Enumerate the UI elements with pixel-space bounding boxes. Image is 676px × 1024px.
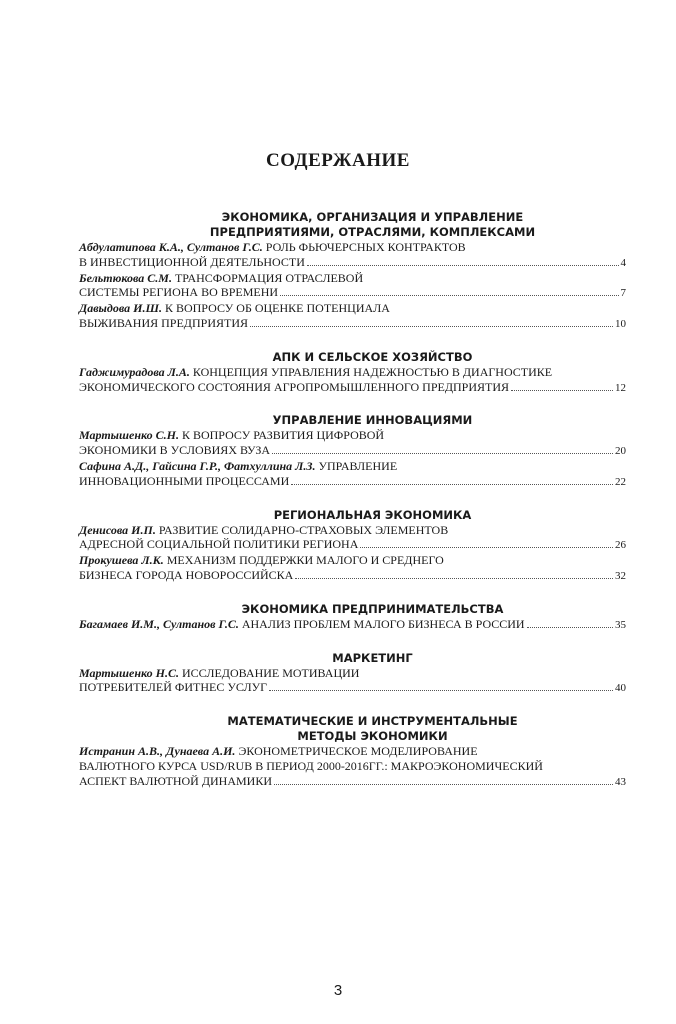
entry-title-text: ЭКОНОМИКИ В УСЛОВИЯХ ВУЗА — [79, 443, 271, 458]
entry-title-text: ИННОВАЦИОННЫМИ ПРОЦЕССАМИ — [79, 473, 290, 488]
entry-title-text: К ВОПРОСУ ОБ ОЦЕНКЕ ПОТЕНЦИАЛА — [164, 301, 390, 316]
entry-page-number: 7 — [620, 287, 626, 300]
toc-entry — [79, 271, 626, 302]
entry-title-text: ИССЛЕДОВАНИЕ МОТИВАЦИИ — [181, 665, 360, 680]
entry-last-line — [79, 680, 626, 696]
entry-title-text: АНАЛИЗ ПРОБЛЕМ МАЛОГО БИЗНЕСА В РОССИИ — [241, 616, 525, 631]
entry-authors: Истранин А.В., Дунаева А.И. — [79, 744, 236, 759]
toc-entry — [79, 744, 626, 789]
entry-title-text: КОНЦЕПЦИЯ УПРАВЛЕНИЯ НАДЕЖНОСТЬЮ В ДИАГНОСТИКЕ — [192, 364, 553, 379]
entry-last-line — [79, 255, 626, 271]
entry-title-text: АСПЕКТ ВАЛЮТНОЙ ДИНАМИКИ — [79, 773, 273, 788]
section-heading-line: МАРКЕТИНГ — [332, 650, 413, 665]
entry-page-number: 4 — [620, 256, 626, 269]
entry-title-text: БИЗНЕСА ГОРОДА НОВОРОССИЙСКА — [79, 567, 294, 582]
section-heading-line: МАТЕМАТИЧЕСКИЕ И ИНСТРУМЕНТАЛЬНЫЕ — [227, 714, 518, 729]
section-heading-line: УПРАВЛЕНИЕ ИННОВАЦИЯМИ — [272, 413, 473, 428]
section-heading — [79, 651, 626, 666]
entry-page-number: 35 — [615, 618, 626, 631]
entry-title-line — [79, 523, 626, 538]
dot-leader — [280, 295, 618, 296]
entry-title-text: К ВОПРОСУ РАЗВИТИЯ ЦИФРОВОЙ — [181, 428, 385, 443]
dot-leader — [527, 627, 613, 628]
entry-last-line — [79, 474, 626, 490]
section-heading — [79, 508, 626, 523]
entry-title-line — [79, 666, 626, 681]
dot-leader — [307, 265, 619, 266]
entry-last-line — [79, 285, 626, 301]
toc-entry — [79, 666, 626, 697]
entry-last-line — [79, 774, 626, 790]
dot-leader — [250, 326, 613, 327]
section-heading — [79, 714, 626, 744]
page-title: СОДЕРЖАНИЕ — [266, 150, 410, 171]
dot-leader — [511, 390, 613, 391]
entry-title-line — [79, 240, 626, 255]
section-heading-line: ПРЕДПРИЯТИЯМИ, ОТРАСЛЯМИ, КОМПЛЕКСАМИ — [209, 225, 536, 239]
entry-title-text: ВЫЖИВАНИЯ ПРЕДПРИЯТИЯ — [79, 315, 249, 330]
entry-title-line — [79, 617, 525, 632]
entry-last-line — [79, 617, 626, 633]
entry-title-text: ЭКОНОМЕТРИЧЕСКОЕ МОДЕЛИРОВАНИЕ — [238, 744, 478, 759]
entry-authors: Багамаев И.М., Султанов Г.С. — [79, 616, 239, 631]
entry-last-line — [79, 568, 626, 584]
entry-authors: Прокушева Л.К. — [79, 553, 164, 568]
toc-section — [79, 413, 626, 489]
toc-section — [79, 350, 626, 396]
entry-title-text: В ИНВЕСТИЦИОННОЙ ДЕЯТЕЛЬНОСТИ — [79, 254, 305, 269]
entry-page-number: 20 — [615, 445, 626, 458]
entry-title-line — [79, 301, 626, 316]
entry-authors: Мартышенко С.Н. — [79, 428, 179, 443]
entry-title-line: ВАЛЮТНОГО КУРСА USD/RUB В ПЕРИОД 2000-2016ГГ.: МАКРОЭКОНОМИЧЕСКИЙ — [79, 758, 543, 773]
dot-leader — [272, 453, 613, 454]
toc-entry — [79, 617, 626, 633]
entry-title-text: АДРЕСНОЙ СОЦИАЛЬНОЙ ПОЛИТИКИ РЕГИОНА — [79, 537, 359, 552]
entry-title-text: УПРАВЛЕНИЕ — [318, 458, 398, 473]
entry-title-line — [79, 428, 626, 443]
entry-authors: Абдулатипова К.А., Султанов Г.С. — [79, 240, 263, 254]
section-heading-line: МЕТОДЫ ЭКОНОМИКИ — [297, 729, 448, 744]
toc-entry — [79, 553, 626, 584]
toc-entry — [79, 301, 626, 332]
toc-section — [79, 651, 626, 697]
entry-authors: Бельтюкова С.М. — [79, 270, 172, 285]
section-heading — [79, 350, 626, 365]
page-number: 3 — [333, 982, 343, 999]
toc-entry — [79, 240, 626, 271]
entry-title-line — [79, 459, 626, 474]
entry-authors: Гаджимурадова Л.А. — [79, 364, 190, 379]
entry-page-number: 26 — [615, 539, 626, 552]
dot-leader — [274, 784, 613, 785]
entry-authors: Мартышенко Н.С. — [79, 665, 179, 680]
toc-entry — [79, 459, 626, 490]
toc-section — [79, 210, 626, 332]
entry-title-line — [79, 365, 626, 380]
toc-entry — [79, 428, 626, 459]
entry-title-text: МЕХАНИЗМ ПОДДЕРЖКИ МАЛОГО И СРЕДНЕГО — [166, 553, 444, 568]
entry-page-number: 12 — [615, 381, 626, 394]
entry-page-number: 22 — [615, 475, 626, 488]
section-heading — [79, 413, 626, 428]
entry-title-text: РОЛЬ ФЬЮЧЕРСНЫХ КОНТРАКТОВ — [265, 240, 466, 254]
section-heading-line: ЭКОНОМИКА ПРЕДПРИНИМАТЕЛЬСТВА — [241, 601, 504, 616]
dot-leader — [291, 484, 613, 485]
entry-title-line — [79, 553, 626, 568]
entry-title-line — [79, 271, 626, 286]
entry-authors: Денисова И.П. — [79, 522, 156, 537]
entry-last-line — [79, 443, 626, 459]
section-heading — [79, 210, 626, 240]
entry-page-number: 10 — [615, 317, 626, 330]
entry-page-number: 40 — [615, 682, 626, 695]
entry-title-text: ЭКОНОМИЧЕСКОГО СОСТОЯНИЯ АГРОПРОМЫШЛЕННОГО ПРЕДПРИЯТИЯ — [79, 379, 510, 394]
section-heading-line: АПК И СЕЛЬСКОЕ ХОЗЯЙСТВО — [272, 349, 473, 364]
dot-leader — [295, 578, 613, 579]
toc-section — [79, 714, 626, 789]
toc-section — [79, 508, 626, 584]
entry-last-line — [79, 316, 626, 332]
toc-section — [79, 602, 626, 633]
section-heading — [79, 602, 626, 617]
toc-entry — [79, 365, 626, 396]
entry-title-line — [79, 744, 626, 759]
section-heading-line: ЭКОНОМИКА, ОРГАНИЗАЦИЯ И УПРАВЛЕНИЕ — [221, 210, 524, 224]
entry-last-line — [79, 380, 626, 396]
dot-leader — [269, 690, 613, 691]
entry-title-text: СИСТЕМЫ РЕГИОНА ВО ВРЕМЕНИ — [79, 285, 279, 300]
table-of-contents — [79, 210, 626, 808]
dot-leader — [360, 547, 613, 548]
toc-entry — [79, 523, 626, 554]
entry-title-text: ТРАНСФОРМАЦИЯ ОТРАСЛЕВОЙ — [174, 270, 364, 285]
entry-authors: Давыдова И.Ш. — [79, 301, 162, 316]
section-heading-line: РЕГИОНАЛЬНАЯ ЭКОНОМИКА — [273, 507, 472, 522]
entry-title-text: ПОТРЕБИТЕЛЕЙ ФИТНЕС УСЛУГ — [79, 680, 268, 695]
entry-title-text: РАЗВИТИЕ СОЛИДАРНО-СТРАХОВЫХ ЭЛЕМЕНТОВ — [158, 522, 449, 537]
entry-authors: Сафина А.Д., Гайсина Г.Р., Фатхуллина Л.З. — [79, 458, 316, 473]
entry-page-number: 43 — [615, 775, 626, 788]
entry-last-line — [79, 537, 626, 553]
entry-page-number: 32 — [615, 569, 626, 582]
